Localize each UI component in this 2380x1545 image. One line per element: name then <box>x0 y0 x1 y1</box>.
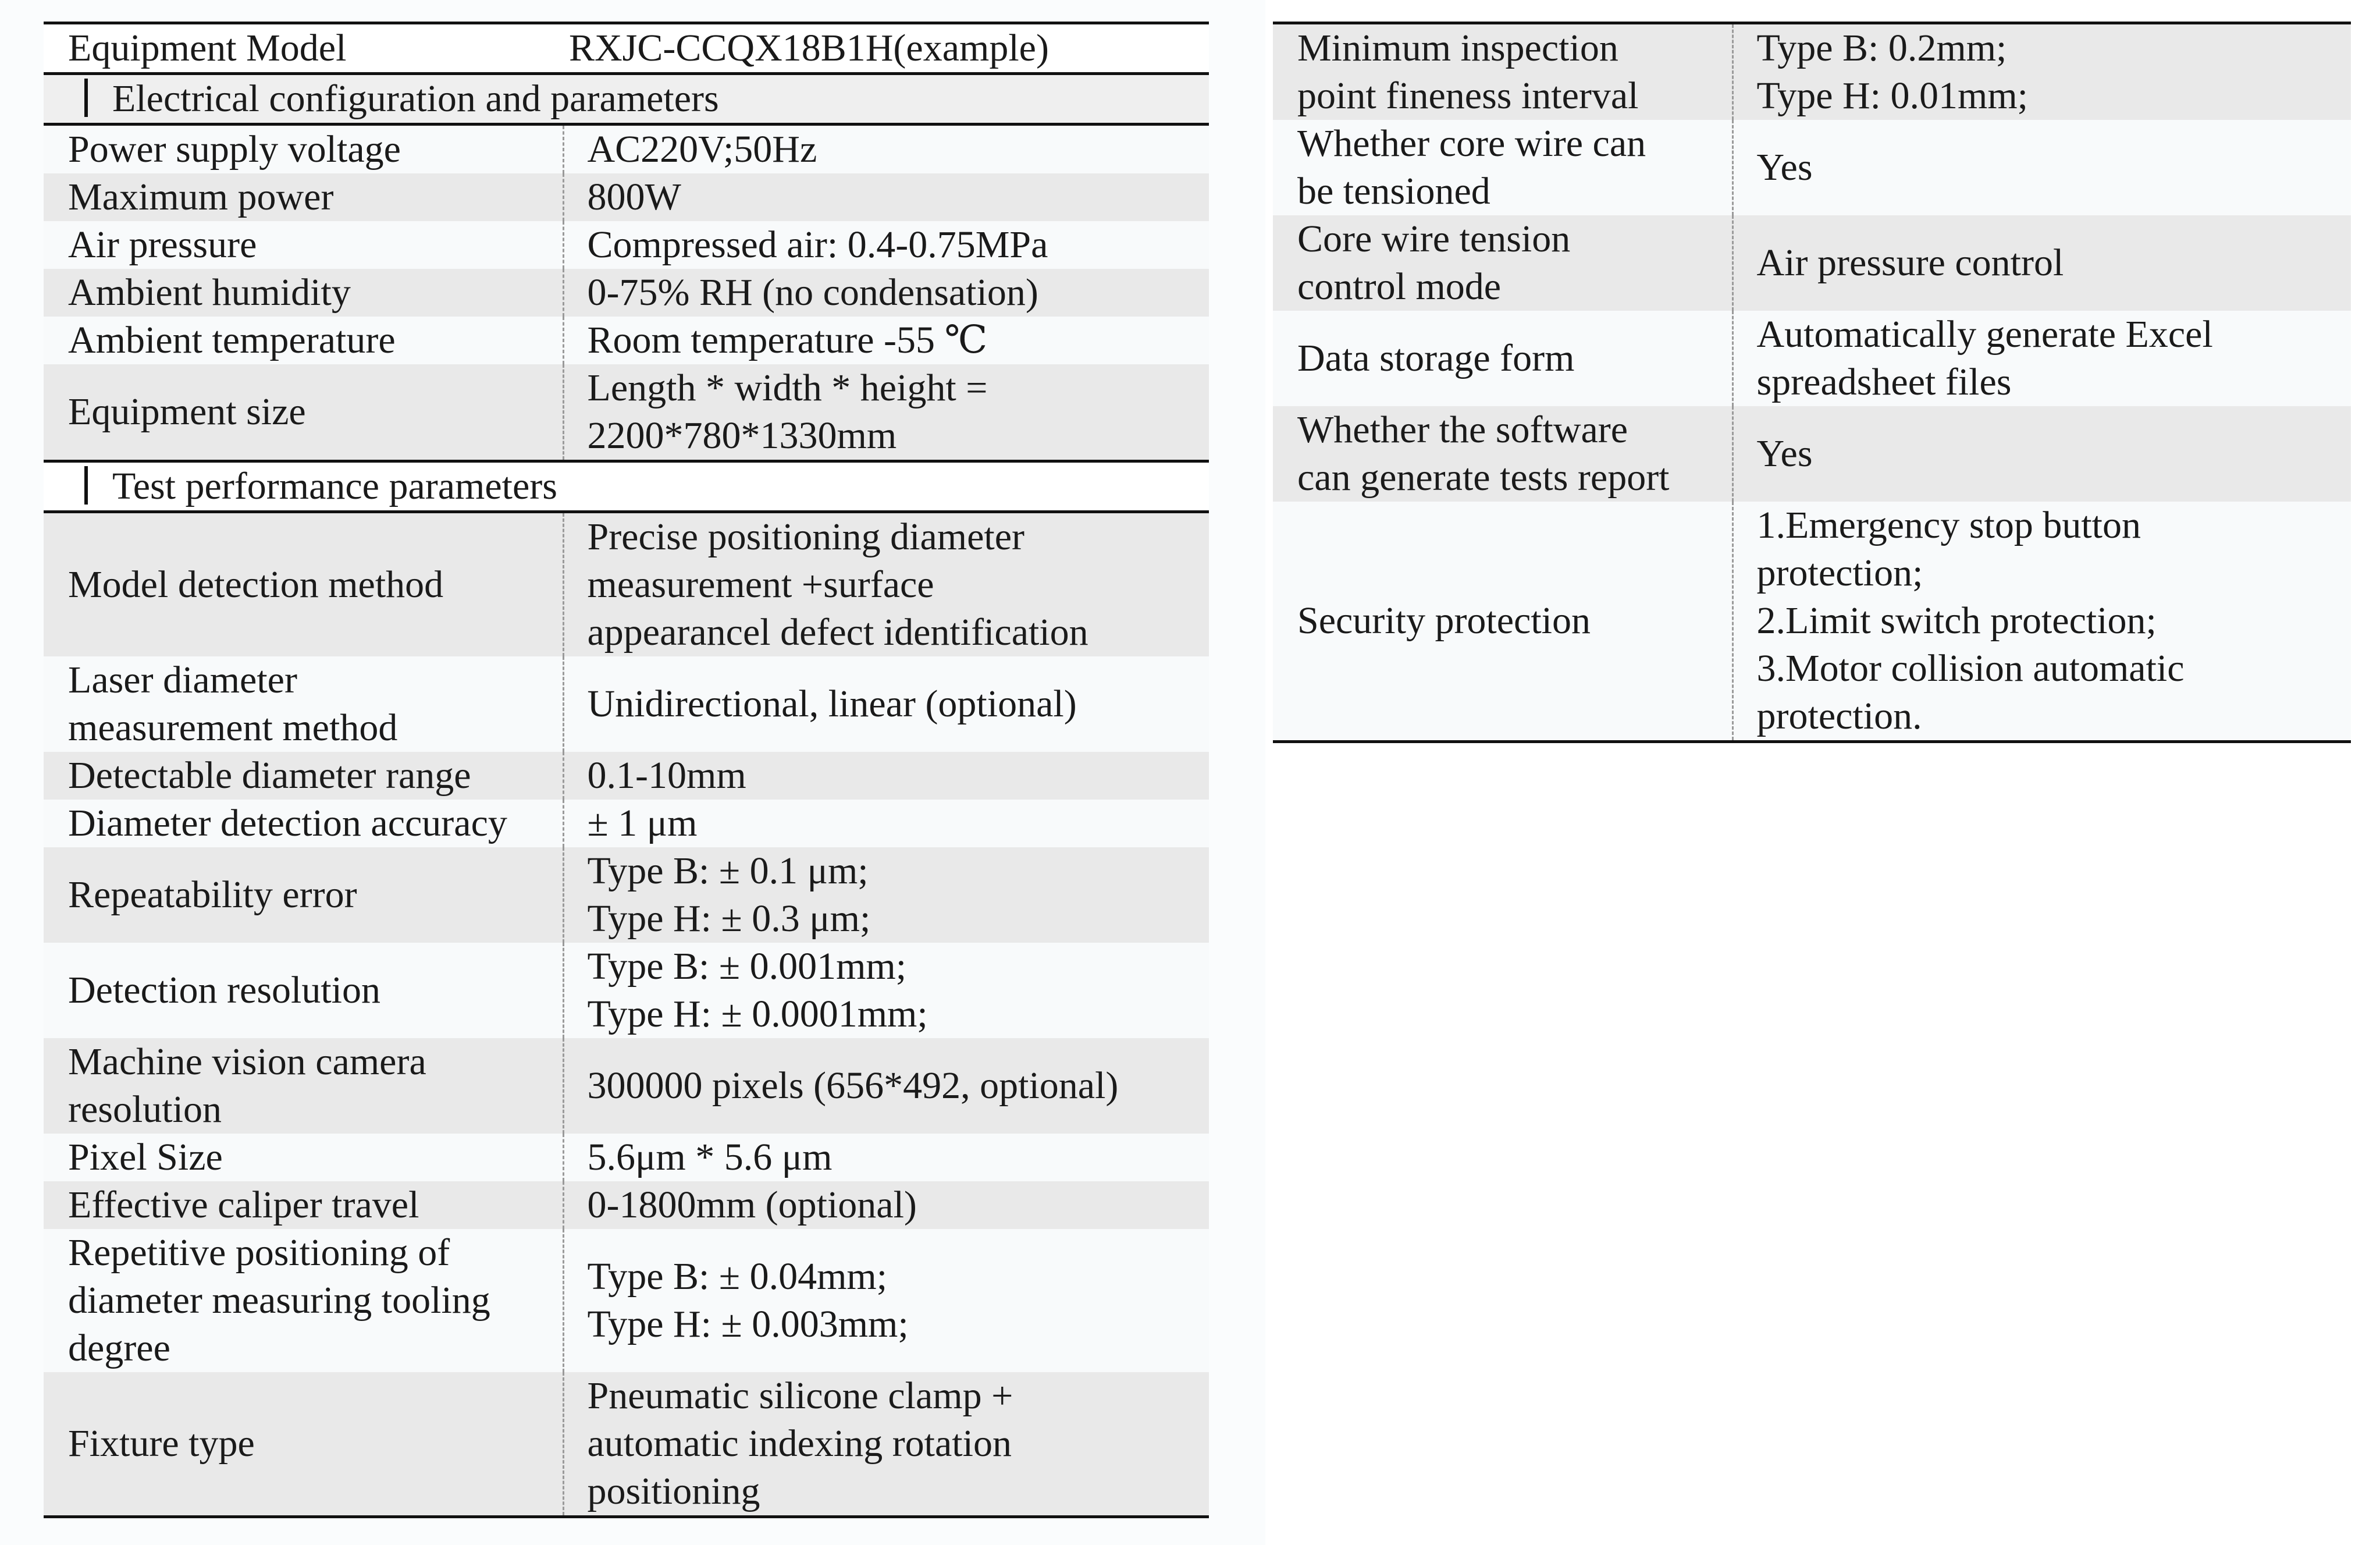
row-value: AC220V;50Hz <box>563 125 1209 174</box>
table-row <box>44 364 1209 461</box>
value-line: Type H: 0.01mm; <box>1756 74 2029 117</box>
table-row <box>44 1134 1209 1181</box>
row-label <box>44 1038 563 1134</box>
label-line: Laser diameter <box>68 659 297 701</box>
equipment-model-row <box>44 23 1209 74</box>
table-row <box>44 221 1209 269</box>
row-label: Pixel Size <box>44 1134 563 1181</box>
table-row <box>44 512 1209 657</box>
row-value: Yes <box>1732 406 2351 502</box>
label-line: point fineness interval <box>1297 74 1639 117</box>
value-line: Type B: ± 0.001mm; <box>587 945 907 988</box>
row-label: Effective caliper travel <box>44 1181 563 1229</box>
row-label: Diameter detection accuracy <box>44 800 563 847</box>
value-line: Automatically generate Excel <box>1756 313 2213 356</box>
row-value: Room temperature -55 ℃ <box>563 317 1209 364</box>
table-row <box>44 1038 1209 1134</box>
row-label: Air pressure <box>44 221 563 269</box>
row-label: Power supply voltage <box>44 125 563 174</box>
label-line: degree <box>68 1327 170 1369</box>
value-line: Type B: 0.2mm; <box>1756 27 2007 69</box>
row-label: Equipment size <box>44 364 563 461</box>
label-line: diameter measuring tooling <box>68 1279 490 1322</box>
table-row <box>44 1181 1209 1229</box>
row-value: 0-1800mm (optional) <box>563 1181 1209 1229</box>
section-header-electrical <box>44 74 1209 125</box>
table-row <box>1273 502 2351 742</box>
row-value: Compressed air: 0.4-0.75MPa <box>563 221 1209 269</box>
label-line: resolution <box>68 1088 222 1131</box>
value-line: 1.Emergency stop button <box>1756 504 2141 546</box>
value-line: Length * width * height = <box>587 367 988 409</box>
table-row <box>44 173 1209 221</box>
value-line: Type B: ± 0.04mm; <box>587 1255 888 1298</box>
value-line: 2200*780*1330mm <box>587 414 897 457</box>
table-row <box>44 800 1209 847</box>
row-label: Ambient humidity <box>44 269 563 317</box>
row-value: 300000 pixels (656*492, optional) <box>563 1038 1209 1134</box>
table-row <box>44 1372 1209 1517</box>
table-row <box>44 1229 1209 1372</box>
section-title-test: Test performance parameters <box>112 465 557 507</box>
section-bar-icon <box>84 79 88 117</box>
label-line: be tensioned <box>1297 170 1490 212</box>
table-row <box>44 125 1209 174</box>
value-line: Pneumatic silicone clamp + <box>587 1374 1013 1417</box>
row-label <box>44 1229 563 1372</box>
section-title-electrical: Electrical configuration and parameters <box>112 77 719 120</box>
row-label: Detectable diameter range <box>44 752 563 800</box>
row-label: Fixture type <box>44 1372 563 1517</box>
table-row <box>1273 215 2351 311</box>
row-label: Data storage form <box>1273 311 1732 406</box>
table-row <box>1273 311 2351 406</box>
row-value <box>563 1229 1209 1372</box>
row-value: Air pressure control <box>1732 215 2351 311</box>
row-label: Maximum power <box>44 173 563 221</box>
equipment-model-value: RXJC-CCQX18B1H(example) <box>563 23 1209 74</box>
right-spec-table <box>1273 22 2351 743</box>
row-value <box>563 1372 1209 1517</box>
row-value: ± 1 μm <box>563 800 1209 847</box>
table-row <box>1273 406 2351 502</box>
table-row <box>1273 120 2351 215</box>
value-line: Type B: ± 0.1 μm; <box>587 850 869 892</box>
value-line: protection; <box>1756 552 1923 594</box>
value-line: spreadsheet files <box>1756 361 2012 403</box>
table-row <box>1273 23 2351 120</box>
value-line: measurement +surface <box>587 563 934 606</box>
value-line: protection. <box>1756 695 1922 737</box>
equipment-model-label: Equipment Model <box>44 23 563 74</box>
table-row <box>44 317 1209 364</box>
row-label: Ambient temperature <box>44 317 563 364</box>
label-line: measurement method <box>68 706 398 749</box>
value-line: Type H: ± 0.0001mm; <box>587 993 928 1035</box>
row-label <box>44 656 563 752</box>
value-line: Precise positioning diameter <box>587 516 1024 558</box>
label-line: control mode <box>1297 265 1502 308</box>
row-label: Detection resolution <box>44 943 563 1038</box>
row-label: Security protection <box>1273 502 1732 742</box>
section-header-test <box>44 461 1209 512</box>
row-value <box>1732 502 2351 742</box>
row-value: Yes <box>1732 120 2351 215</box>
row-value <box>563 364 1209 461</box>
label-line: Machine vision camera <box>68 1040 426 1083</box>
value-line: 3.Motor collision automatic <box>1756 647 2185 690</box>
label-line: Minimum inspection <box>1297 27 1618 69</box>
value-line: automatic indexing rotation <box>587 1422 1012 1465</box>
row-value <box>1732 311 2351 406</box>
row-label <box>1273 23 1732 120</box>
value-line: appearancel defect identification <box>587 611 1088 653</box>
table-row <box>44 269 1209 317</box>
table-row <box>44 752 1209 800</box>
label-line: Whether core wire can <box>1297 122 1646 165</box>
row-value <box>563 943 1209 1038</box>
label-line: Whether the software <box>1297 409 1628 451</box>
table-row <box>44 656 1209 752</box>
section-bar-icon <box>84 466 88 505</box>
row-value: 5.6μm * 5.6 μm <box>563 1134 1209 1181</box>
row-label <box>1273 215 1732 311</box>
row-value <box>563 847 1209 943</box>
row-label: Model detection method <box>44 512 563 657</box>
value-line: Type H: ± 0.3 μm; <box>587 897 871 940</box>
row-label <box>1273 120 1732 215</box>
row-value <box>1732 23 2351 120</box>
value-line: Type H: ± 0.003mm; <box>587 1303 909 1345</box>
row-value: 800W <box>563 173 1209 221</box>
row-value: 0-75% RH (no condensation) <box>563 269 1209 317</box>
left-spec-table <box>44 22 1209 1518</box>
value-line: positioning <box>587 1470 760 1512</box>
label-line: Core wire tension <box>1297 218 1571 260</box>
value-line: 2.Limit switch protection; <box>1756 599 2157 642</box>
row-value <box>563 512 1209 657</box>
label-line: can generate tests report <box>1297 456 1670 499</box>
row-label: Repeatability error <box>44 847 563 943</box>
label-line: Repetitive positioning of <box>68 1231 450 1274</box>
row-value: 0.1-10mm <box>563 752 1209 800</box>
row-value: Unidirectional, linear (optional) <box>563 656 1209 752</box>
table-row <box>44 943 1209 1038</box>
table-row <box>44 847 1209 943</box>
row-label <box>1273 406 1732 502</box>
